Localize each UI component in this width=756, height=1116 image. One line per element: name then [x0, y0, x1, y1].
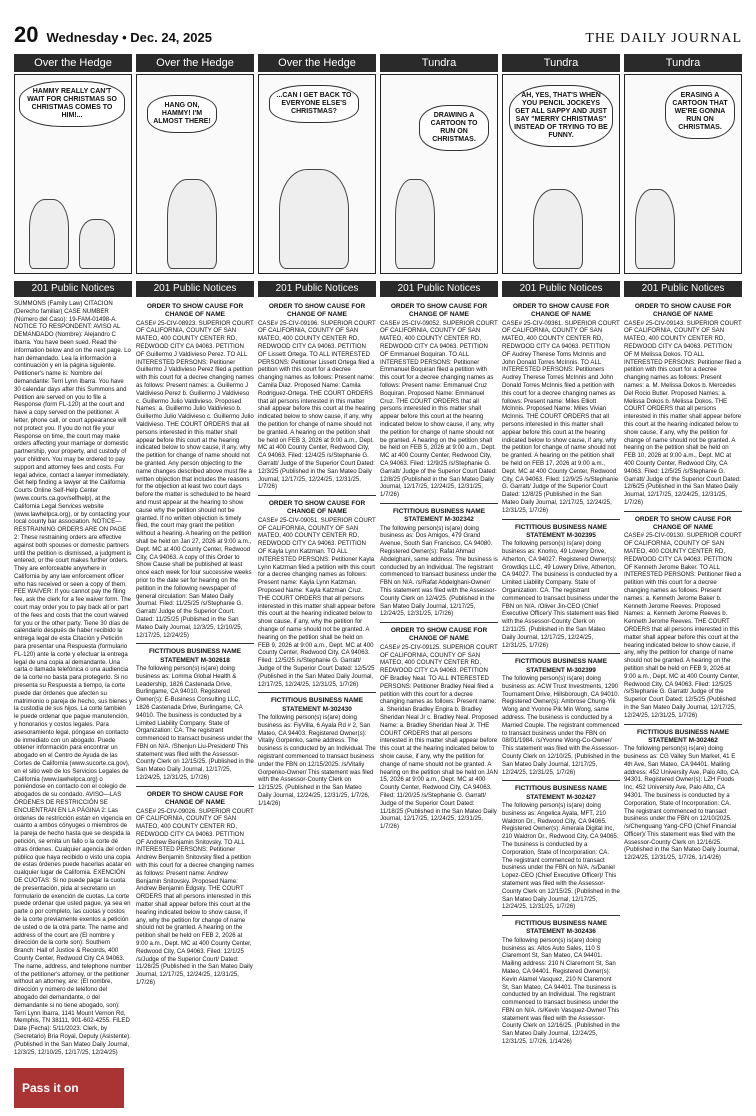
notice-body: The following person(s) is(are) doing business as: ACW Trust Investments, 1290 Tournament Drive, Hillsborough, CA 94010. Registered Owner(s): Ambrose Chung-Yik Wong and Yvonne Pik Min Wong, same address. The business is conducted by a Married Couple. The registrant commenced to transact business under the FBN on 08/01/1984. /s/Yvonne Wong-Co-Owner/ This statement was filed with the Assessor-County Clerk on 12/10/25. (Published in the San Mateo Daily Journal, 12/17/25, 12/24/25, 12/31/25, 1/7/26): [502, 674, 620, 776]
character-figure: [533, 189, 583, 269]
divider: [502, 653, 620, 654]
notices-header-row: [14, 281, 742, 297]
notice-title: ORDER TO SHOW CAUSE FOR CHANGE OF NAME: [268, 303, 366, 319]
comic-title: Tundra: [380, 54, 498, 72]
notice-title: ORDER TO SHOW CAUSE FOR CHANGE OF NAME: [146, 303, 244, 319]
comic-title: Tundra: [502, 54, 620, 72]
divider: [136, 643, 254, 644]
notices-column-3: [258, 300, 376, 1100]
speech-bubble: HANG ON, HAMMY! I'M ALMOST THERE!: [147, 95, 217, 133]
character-figure: [635, 189, 675, 269]
notice-body: CASE# 25-CIV-09125. SUPERIOR COURT OF CALIFORNIA, COUNTY OF SAN MATEO, 400 COUNTY CENTER RD, REDWOOD CITY CA 94063. PETITION OF Bradley Neal. TO ALL INTERESTED PERSONS: Petitioner Bradley Neal filed a petition with this court for a decree changing names as follows: Present name: a. Sheridan Bradley Engira b. Bradley Sheridan Neal Jr c. Bradley Neal. Proposed Name: a. Bradley Sheridan Neal Jr. THE COURT ORDERS that all persons interested in this matter shall appear before this court at the hearing indicated below to show cause, if any, why the petition for change of name should not be granted. A hearing on the petition shall be held on JAN 15, 2026 at 9:00 a.m., Dept. MC at 400 County Center, Redwood City, CA 94063. Filed: 11/20/25 /s/Stephanie G. Garratt/ Judge of the Superior Court Dated: 11/18/25 (Published in the San Mateo Daily Journal, 12/17/25, 12/24/25, 12/31/25, 1/7/26): [380, 643, 498, 831]
notice-body: The following person(s) is(are) doing business as: Altos Auto Sales, 110 S Claremont St, San Mateo, CA 94401. Mailing address: 210 N Claremont St, San Mateo, CA 94401. Registered Owner(s): Kevin Alamel Vasquez, 210 N Claremont St, San Mateo, CA 94401. The business is conducted by an Individual. The registrant commenced to transact business under the FBN on N/A. /s/Kevin Vasquez-Owner/ This statement was filed with the Assessor-County Clerk on 12/16/25. (Published in the San Mateo Daily Journal, 12/24/25, 12/31/25, 1/7/26, 1/14/26): [502, 936, 620, 1046]
comic-title: Tundra: [624, 54, 742, 72]
notice-body: The following person(s) is(are) doing business as: Knomo, 49 Lowery Drive, Atherton, CA 94027. Registered Owner(s): Growdiqs LLC, 49 Lowery Drive, Atherton, CA 94027. The business is conducted by a Limited Liability Company. State of Organization: CA. The registrant commenced to transact business under the FBN on N/A. /Oliver Jin-CEO (Chief Executive Officer)/ This statement was filed with the Assessor-County Clerk on 12/11/25. (Published in the San Mateo Daily Journal, 12/17/25, 12/24/25, 12/31/25, 1/7/26): [502, 540, 619, 649]
notice-body: The following person(s) is(are) doing business as: Lomma Global Health & Leadership, 1826 Castenada Drive, Burlingame, CA 94010. Registered Owner(s): E-Business Consulting LLC, 1826 Castenada Drive, Burlingame, CA 94010. The business is conducted by a Limited Liability Company. State of Organization: CA. The registrant commenced to transact business under the FBN on N/A. /Shenjun Liu-President/ This statement was filed with the Assessor-County Clerk on 12/15/25. (Published in the San Mateo Daily Journal, 12/17/25, 12/24/25, 12/31/25, 1/7/26): [136, 664, 254, 782]
notice-body: CASE# 25-CIV-09361. SUPERIOR COURT OF CALIFORNIA, COUNTY OF SAN MATEO, 400 COUNTY CENTER RD, REDWOOD CITY CA 94063. PETITION OF Audrey Therese Toms McInnis and John Donald Torres McInnis. TO ALL INTERESTED PERSONS: Petitioners Audrey Therese Torres McInnis and John Donald Torres McInnis filed a petition with this court for a decree changing names as follows: Present name: Miles Elliott McInnis. Proposed Name: Miles Vivian McInnis. THE COURT ORDERS that all persons interested in this matter shall appear before this court at the hearing indicated below to show cause, if any, why the petition for change of name should not be granted. A hearing on the petition shall be held on FEB 17, 2026 at 9:00 a.m., Dept. MC at 400 County Center, Redwood City, CA 94063. Filed: 12/9/25 /s/Stephanie G. Garratt/ Judge of the Superior Court Dated: 12/8/25 (Published in the San Mateo Daily Journal, 12/17/25, 12/24/25, 12/31/25, 1/7/26): [502, 319, 620, 514]
comic-panel-4: [380, 54, 498, 274]
divider: [624, 724, 742, 725]
notice-body: CASE# 25-CIV-09143. SUPERIOR COURT OF CALIFORNIA, COUNTY OF SAN MATEO, 400 COUNTY CENTER RD, REDWOOD CITY CA 94063. PETITION OF M Melissa Dokos. TO ALL INTERESTED PERSONS: Petitioner filed a petition with this court for a decree changing names as follows: Present names: a. M. Melissa Dokos b. Mercedes Del Rocio Butler. Proposed Names: a. Melissa Dokos b. Melissa Dokos. THE COURT ORDERS that all persons interested in this matter shall appear before this court at the hearing indicated below to show cause, if any, why the petition for change of name should not be granted. A hearing on the petition shall be held on FEB 10, 2026 at 9:00 a.m., Dept. MC at 400 County Center, Redwood City, CA 94063. Filed: 12/5/25 /s/Stephanie G. Garratt/ Judge of the Superior Court Dated: 12/6/25 (Published in the San Mateo Daily Journal, 12/17/25, 12/24/25, 12/31/25, 1/7/26): [624, 319, 742, 506]
paper-name: THE DAILY JOURNAL: [585, 31, 742, 46]
section-header: 201 Public Notices: [502, 281, 620, 297]
character-figure: [279, 169, 349, 269]
comic-art: [380, 74, 498, 274]
comic-title: Over the Hedge: [258, 54, 376, 72]
section-header: 201 Public Notices: [136, 281, 254, 297]
notice-body: SUMMONS (Family Law) CITACION (Derecho familiar) CASE NUMBER (Número del Caso): 19-FAM-01498-A. NOTICE TO RESPONDENT: AVISO AL DEMANDADO (Nombre): Alejandro C Ibarra. You have been sued. Read the information below and on the next page. Lo han demandado. Lea la información a continuación y en la página siguiente. Petitioner's name is: Nombre del demandante: Terri Lynn Ibarra. You have 30 calendar days after this Summons and Petition are served on you to file a Response (form FL-120) at the court and have a copy served on the petitioner. A letter, phone call, or court appearance will not protect you. If you do not file your Response on time, the court may make orders affecting your marriage or domestic partnership, your property, and custody of your children. You may be ordered to pay support and attorney fees and costs. For legal advice, contact a lawyer immediately. Get help finding a lawyer at the California Courts Online Self-Help Center (www.courts.ca.gov/selfhelp), at the California Legal Services website (www.lawhelpca.org), or by contacting your local county bar association. NOTICE—RESTRAINING ORDERS ARE ON PAGE 2: These restraining orders are effective against both spouses or domestic partners until the petition is dismissed, a judgment is entered, or the court makes further orders. They are enforceable anywhere in California by any law enforcement officer who has received or seen a copy of them. FEE WAIVER: If you cannot pay the filing fee, ask the clerk for a fee waiver form. The court may order you to pay back all or part of the fees and costs that the court waived for you or the other party. Tiene 30 días de calendario después de haber recibido la entrega legal de esta Citación y Petición para presentar una Respuesta (formulario FL-120) ante la corte y efectuar la entrega legal de una copia al demandante. Una carta o llamada telefónica o una audiencia de la corte no basta para protegerlo. Si no presenta su Respuesta a tiempo, la corte puede dar órdenes que afecten su matrimonio o pareja de hecho, sus bienes y la custodia de sus hijos. La corte también le puede ordenar que pague manutención, y honorarios y costos legales. Para asesoramiento legal, póngase en contacto de inmediato con un abogado. Puede obtener información para encontrar un abogado en el Centro de Ayuda de las Cortes de California (www.sucorte.ca.gov), en el sitio web de los Servicios Legales de California (www.lawhelpca.org) o poniéndose en contacto con el colegio de abogados de su condado. AVISO—LAS ÓRDENES DE RESTRICCIÓN SE ENCUENTRAN EN LA PÁGINA 2: Las órdenes de restricción están en vigencia en cuanto a ambos cónyuges o miembros de la pareja de hecho hasta que se despida la petición, se emita un fallo o la corte dé otras órdenes. Cualquier agencia del orden público que haya recibido o visto una copia de estas órdenes puede hacerlas acatar en cualquier lugar de California. EXENCIÓN DE CUOTAS: Si no puede pagar la cuota de presentación, pida al secretario un formulario de exención de cuotas. La corte puede ordenar que usted pague, ya sea en parte o por completo, las cuotas y costos de la corte previamente exentos a petición de usted o de la otra parte. The name and address of the court are (El nombre y dirección de la corte son): Southern Branch: Hall of Justice & Records, 400 County Center, Redwood City CA 94063. The name, address, and telephone number of the petitioner's attorney, or the petitioner without an attorney, are: (El nombre, dirección y número de teléfono del abogado del demandante, o del demandante si no tiene abogado, son): Terri Lynn Ibarra, 1141 Mount Vernon Rd, Memphis, TN 38111, 901-602-4255. FILED Date (Fecha): 5/11/2023. Clerk, by (Secretario) Bria Royal, Deputy (Asistente). (Published in the San Mateo Daily Journal, 12/3/25, 12/10/25, 12/17/25, 12/24/25): [14, 300, 132, 1056]
divider: [624, 511, 742, 512]
speech-bubble: ...CAN I GET BACK TO EVERYONE ELSE'S CHRISTMAS?: [269, 85, 359, 123]
issue-date: Wednesday • Dec. 24, 2025: [46, 30, 212, 45]
notice-body: The following person(s) is(are) doing business as: CG Valley Sun Market, 41 E 4th Ave, San Mateo, CA 94401. Mailing address: 452 University Ave, Palo Alto, CA 94301. Registered Owner(s): LZH Foods Inc, 452 University Ave, Palo Alto, CA 94301. The business is conducted by a Corporation, State of Incorporation: CA. The registrant commenced to transact business under the FBN on 12/10/2025. /s/Chenguang Yang-CFO (Chief Financial Officer)/ This statement was filed with the Assessor-County Clerk on 12/16/25. (Published in the San Mateo Daily Journal, 12/24/25, 12/31/25, 1/7/26, 1/14/26): [624, 745, 740, 862]
speech-bubble: ERASING A CARTOON THAT WE'RE GONNA RUN ON CHRISTMAS.: [665, 85, 735, 139]
comic-strip-row: [14, 54, 742, 274]
notice-body: CASE# 25-CIV-09052. SUPERIOR COURT OF CALIFORNIA, COUNTY OF SAN MATEO, 400 COUNTY CENTER RD, REDWOOD CITY CA 94063. PETITION OF Emmanuel Boquiran. TO ALL INTERESTED PERSONS: Petitioner Emmanuel Boquiran filed a petition with this court for a decree changing names as follows: Present name: Emmanuel Cruz Boquiran. Proposed Name: Emmanuel Cruz. THE COURT ORDERS that all persons interested in this matter shall appear before this court at the hearing indicated below to show cause, if any, why the petition for change of name should not be granted. A hearing on the petition shall be held on FEB 5, 2026 at 9:00 a.m., Dept. MC at 400 County Center, Redwood City, CA 94063. Filed: 12/9/25 /s/Stephanie G. Garratt/ Judge of the Superior Court Dated: 12/8/25 (Published in the San Mateo Daily Journal, 12/17/25, 12/24/25, 12/31/25, 1/7/26): [380, 319, 498, 499]
notice-title: ORDER TO SHOW CAUSE FOR CHANGE OF NAME: [268, 500, 366, 516]
section-header: 201 Public Notices: [624, 281, 742, 297]
notices-column-5: [502, 300, 620, 1100]
notice-title: ORDER TO SHOW CAUSE FOR CHANGE OF NAME: [512, 303, 610, 319]
pass-it-on-banner: Pass it on: [14, 1068, 124, 1108]
notices-column-1: [14, 300, 132, 1100]
notice-title: FICTITIOUS BUSINESS NAME STATEMENT M-302462: [636, 728, 730, 744]
notice-title: FICTITIOUS BUSINESS NAME STATEMENT M-302436: [514, 920, 608, 936]
notice-title: ORDER TO SHOW CAUSE FOR CHANGE OF NAME: [634, 515, 732, 532]
notice-title: FICTITIOUS BUSINESS NAME STATEMENT M-302342: [392, 507, 486, 524]
notice-title: ORDER TO SHOW CAUSE FOR CHANGE OF NAME: [146, 790, 244, 807]
notices-column-6: [624, 300, 742, 1100]
comic-panel-2: [136, 54, 254, 274]
comic-panel-1: [14, 54, 132, 274]
comic-art: [502, 74, 620, 274]
notices-columns: [14, 300, 742, 1100]
divider: [502, 780, 620, 781]
comic-art: [136, 74, 254, 274]
comic-panel-6: [624, 54, 742, 274]
notices-column-2: [136, 300, 254, 1100]
notice-title: ORDER TO SHOW CAUSE FOR CHANGE OF NAME: [634, 303, 732, 319]
divider: [380, 503, 498, 504]
notice-title: FICTITIOUS BUSINESS NAME STATEMENT M-302427: [514, 785, 608, 801]
character-figure: [29, 199, 69, 269]
notices-column-4: [380, 300, 498, 1100]
notice-title: FICTITIOUS BUSINESS NAME STATEMENT M-302618: [148, 648, 242, 664]
section-header: 201 Public Notices: [14, 281, 132, 297]
masthead: [14, 22, 742, 47]
comic-art: [624, 74, 742, 274]
notice-body: CASE# 25-CIV-09051. SUPERIOR COURT OF CALIFORNIA, COUNTY OF SAN MATEO, 400 COUNTY CENTER RD, REDWOOD CITY CA 94063. PETITION OF Kayla Lynn Katzman. TO ALL INTERESTED PERSONS: Petitioner Kayla Lynn Katzman filed a petition with this court for a decree changing names as follows: Present name: Kayla Lynn Katzman. Proposed Name: Kayla Katzman Cruz. THE COURT ORDERS that all persons interested in this matter shall appear before this court at the hearing indicated below to show cause, if any, why the petition for change of name should not be granted. A hearing on the petition shall be held on FEB 9, 2026 at 9:00 a.m., Dept. MC at 400 County Center, Redwood City, CA 94063. Filed: 12/5/25 /s/Stephanie G. Garratt/ Judge of the Superior Court Dated: 12/5/25 (Published in the San Mateo Daily Journal, 12/17/25, 12/24/25, 12/31/25, 1/7/26): [258, 516, 376, 688]
notice-body: CASE# 25-CIV-09196. SUPERIOR COURT OF CALIFORNIA, COUNTY OF SAN MATEO, 400 COUNTY CENTER RD, REDWOOD CITY CA 94063. PETITION OF Lissett Ortega. TO ALL INTERESTED PERSONS: Petitioner Lissett Ortega filed a petition with this court for a decree changing names as follows: Present name: Camila Diaz. Proposed Name: Camila Rodriguez-Ortega. THE COURT ORDERS that all persons interested in this matter shall appear before this court at the hearing indicated below to show cause, if any, why the petition for change of name should not be granted. A hearing on the petition shall be held on FEB 3, 2026 at 9:00 a.m., Dept. MC at 400 County Center, Redwood City, CA 94063. Filed: 12/4/25 /s/Stephanie G. Garratt/ Judge of the Superior Court Dated: 12/3/25 (Published in the San Mateo Daily Journal, 12/17/25, 12/24/25, 12/31/25, 1/7/26): [258, 319, 376, 491]
notice-title: FICTITIOUS BUSINESS NAME STATEMENT M-302430: [270, 697, 364, 713]
speech-bubble: AH, YES, THAT'S WHEN YOU PENCIL JOCKEYS GET ALL SAPPY AND JUST SAY "MERRY CHRISTMAS" INSTEAD OF TRYING TO BE FUNNY.: [509, 85, 613, 147]
comic-art: [14, 74, 132, 274]
divider: [380, 622, 498, 623]
masthead-left: [14, 22, 212, 48]
speech-bubble: DRAWING A CARTOON TO RUN ON CHRISTMAS.: [419, 105, 489, 151]
notice-title: ORDER TO SHOW CAUSE FOR CHANGE OF NAME: [390, 303, 488, 319]
comic-art: [258, 74, 376, 274]
page-number: 20: [14, 22, 39, 47]
speech-bubble: HAMMY REALLY CAN'T WAIT FOR CHRISTMAS SO CHRISTMAS COMES TO HIM!...: [19, 81, 125, 127]
divider: [502, 519, 620, 520]
notice-body: CASE# 25-CIV-09026. SUPERIOR COURT OF CALIFORNIA, COUNTY OF SAN MATEO, 400 COUNTY CENTER RD, REDWOOD CITY CA 94063. PETITION OF Andrew Benjamin Snitovsky. TO ALL INTERESTED PERSONS: Petitioner Andrew Benjamin Snitovsky filed a petition with this court for a decree changing names as follows: Present name: Andrew Benjamin Snitovsky. Proposed Name: Andrew Benjamin Edgsky. THE COURT ORDERS that all persons interested in this matter shall appear before this court at the hearing indicated below to show cause, if any, why the petition for change of name should not be granted. A hearing on the petition shall be held on FEB 2, 2026 at 9:00 a.m., Dept. MC at 400 County Center, Redwood City, CA 94063. Filed: 12/1/25 /s/Judge of the Superior Court/ Dated: 11/26/25 (Published in the San Mateo Daily Journal, 12/17/25, 12/24/25, 12/31/25, 1/7/26): [136, 807, 254, 987]
divider: [136, 786, 254, 787]
comic-title: Over the Hedge: [136, 54, 254, 72]
notice-body: CASE# 25-CIV-09130. SUPERIOR COURT OF CALIFORNIA, COUNTY OF SAN MATEO, 400 COUNTY CENTER RD, REDWOOD CITY CA 94063. PETITION OF Kenneth Jerome Baker. TO ALL INTERESTED PERSONS: Petitioner filed a petition with this court for a decree changing names as follows: Present names: a. Kenneth Jerome Baker b. Kenneth Jerome Reeves. Proposed Names: a. Kenneth Jerome Reeves b. Kenneth Jerome Reeves. THE COURT ORDERS that all persons interested in this matter shall appear before this court at the hearing indicated below to show cause, if any, why the petition for change of name should not be granted. A hearing on the petition shall be held on FEB 9, 2026 at 9:00 a.m., Dept. MC at 400 County Center, Redwood City, CA 94063. Filed: 12/5/25 /s/Stephanie G. Garratt/ Judge of the Superior Court Dated: 12/5/25 (Published in the San Mateo Daily Journal, 12/17/25, 12/24/25, 12/31/25, 1/7/26): [624, 532, 742, 719]
character-figure: [395, 179, 435, 269]
notice-title: FICTITIOUS BUSINESS NAME STATEMENT M-302395: [514, 523, 608, 539]
divider: [502, 915, 620, 916]
section-header: 201 Public Notices: [380, 281, 498, 297]
comic-title: Over the Hedge: [14, 54, 132, 72]
notice-title: ORDER TO SHOW CAUSE FOR CHANGE OF NAME: [390, 627, 488, 643]
notice-title: FICTITIOUS BUSINESS NAME STATEMENT M-302399: [514, 658, 608, 674]
character-figure: [79, 219, 115, 269]
character-figure: [167, 179, 217, 269]
comic-panel-5: [502, 54, 620, 274]
notice-body: CASE# 25-CIV-08923. SUPERIOR COURT OF CALIFORNIA, COUNTY OF SAN MATEO, 400 COUNTY CENTER RD, REDWOOD CITY CA 94063. PETITION OF Guillermo J Valdivieso Perez. TO ALL INTERESTED PERSONS: Petitioner Guillermo J Valdivieso Perez filed a petition with this court for a decree changing names as follows: Present names: a. Guillermo J Valdivieso Perez b. Guillermo J Valdivieso c. Guillermo Julio Valdivieso. Proposed Names: a. Guillermo Julio Valdivieso b. Guillermo Julio Valdivieso c. Guillermo Julio Valdivieso. THE COURT ORDERS that all persons interested in this matter shall appear before this court at the hearing indicated below to show cause, if any, why the petition for change of name should not be granted. Any person objecting to the name changes described above must file a written objection that includes the reasons for the objection at least two court days before the matter is scheduled to be heard and must appear at the hearing to show cause why the petition should not be granted. If no written objection is timely filed, the court may grant the petition without a hearing. A hearing on the petition shall be held on Jan 27, 2026 at 9:00 a.m., Dept. MC at 400 County Center, Redwood City, CA 94063. A copy of this Order to Show Cause shall be published at least once each week for four successive weeks prior to the date set for hearing on the petition in the following newspaper of general circulation: San Mateo Daily Journal. Filed: 11/25/25 /s/Stephanie G. Garratt/ Judge of the Superior Court. Dated: 11/25/25 (Published in the San Mateo Daily Journal, 12/3/25, 12/10/25, 12/17/25, 12/24/25): [136, 319, 254, 639]
divider: [258, 495, 376, 496]
divider: [258, 692, 376, 693]
notice-body: The following person(s) is(are) doing business as: Dos Amigos, 479 Grand Avenue, South San Francisco, CA 94080. Registered Owner(s): Rafat Ahmad Abdelghani, same address. The business is conducted by an Individual. The registrant commenced to transact business under the FBN on N/A. /s/Rafat Abdelghani-Owner/ This statement was filed with the Assessor-County Clerk on 12/4/25. (Published in the San Mateo Daily Journal, 12/17/25, 12/24/25, 12/31/25, 1/7/26): [380, 524, 498, 618]
notice-body: The following person(s) is(are) doing business as: Angelica Ayala, MFT, 210 Waldron Dr., Redwood City, CA 94065. Registered Owner(s): Ameraia Digital Inc, 210 Waldron Dr., Redwood City, CA 94065. The business is conducted by a Corporation, State of Incorporation: CA. The registrant commenced to transact business under the FBN on N/A. /s/Daniel Lopez-CEO (Chief Executive Officer)/ This statement was filed with the Assessor-County Clerk on 12/15/25. (Published in the San Mateo Daily Journal, 12/17/25, 12/24/25, 12/31/25, 1/7/26): [502, 801, 620, 911]
notice-body: The following person(s) is(are) doing business as: FiyVilla, 6 Ayala Rd # 2, San Mateo, CA 94403. Registered Owner(s): Vitaliy Gorpenko, same address. The business is conducted by an Individual. The registrant commenced to transact business under the FBN on 12/15/2025. /s/Vitaliy Gorpenko-Owner/ This statement was filed with the Assessor-County Clerk on 12/15/25. (Published in the San Mateo Daily Journal, 12/24/25, 12/31/25, 1/7/26, 1/14/26): [258, 713, 376, 807]
comic-panel-3: [258, 54, 376, 274]
section-header: 201 Public Notices: [258, 281, 376, 297]
